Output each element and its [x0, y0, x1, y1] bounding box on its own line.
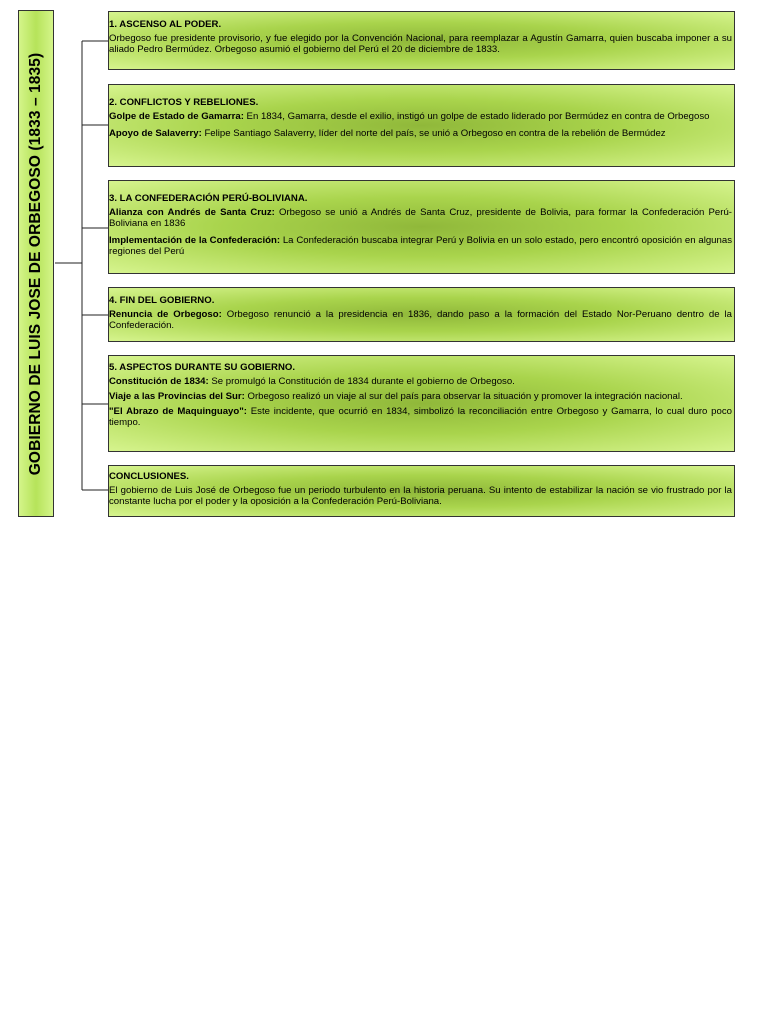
section-paragraph: El gobierno de Luis José de Orbegoso fue un periodo turbulento en la historia peruana. Su intento de estabilizar la nación se vio frustrado por la constante lucha por el poder y la oposición a la Confederación Perú-Boliviana.: [109, 485, 732, 507]
section-paragraph: Implementación de la Confederación: La Confederación buscaba integrar Perú y Bolivia en un solo estado, pero encontró oposición en algunas regiones del Perú: [109, 235, 732, 257]
section-paragraph: Viaje a las Provincias del Sur: Orbegoso realizó un viaje al sur del país para observar la situación y promover la integración nacional.: [109, 391, 683, 402]
section-fin-gobierno: [108, 287, 735, 342]
section-aspectos: [108, 355, 735, 452]
section-heading: CONCLUSIONES.: [109, 471, 189, 482]
section-paragraph: Constitución de 1834: Se promulgó la Constitución de 1834 durante el gobierno de Orbegoso.: [109, 376, 515, 387]
section-paragraph: Apoyo de Salaverry: Felipe Santiago Salaverry, líder del norte del país, se unió a Orbegoso en contra de la rebelión de Bermúdez: [109, 128, 666, 139]
title-box: [18, 10, 54, 517]
section-heading: 2. CONFLICTOS Y REBELIONES.: [109, 97, 259, 108]
section-heading: 5. ASPECTOS DURANTE SU GOBIERNO.: [109, 362, 296, 373]
section-conclusiones: [108, 465, 735, 517]
section-paragraph: Renuncia de Orbegoso: Orbegoso renunció a la presidencia en 1836, dando paso a la formación del Estado Nor-Peruano dentro de la Confederación.: [109, 309, 732, 331]
section-paragraph: "El Abrazo de Maquinguayo": Este incidente, que ocurrió en 1834, simbolizó la reconciliación entre Orbegoso y Gamarra, lo cual duro poco tiempo.: [109, 406, 732, 428]
section-ascenso: [108, 11, 735, 70]
section-heading: 4. FIN DEL GOBIERNO.: [109, 295, 215, 306]
section-paragraph: Alianza con Andrés de Santa Cruz: Orbegoso se unió a Andrés de Santa Cruz, presidente de Bolivia, para formar la Confederación Perú-Boliviana en 1836: [109, 207, 732, 229]
section-paragraph: Orbegoso fue presidente provisorio, y fue elegido por la Convención Nacional, para reemplazar a Agustín Gamarra, quien buscaba imponer a su aliado Pedro Bermúdez. Orbegoso asumió el gobierno del Perú el 20 de diciembre de 1833.: [109, 33, 732, 55]
section-paragraph: Golpe de Estado de Gamarra: En 1834, Gamarra, desde el exilio, instigó un golpe de estado liderado por Bermúdez en contra de Orbegoso: [109, 111, 710, 122]
diagram-title: GOBIERNO DE LUIS JOSE DE ORBEGOSO (1833 – 1835): [27, 52, 44, 475]
section-heading: 1. ASCENSO AL PODER.: [109, 19, 222, 30]
section-confederacion: [108, 180, 735, 274]
section-conflictos: [108, 84, 735, 167]
section-heading: 3. LA CONFEDERACIÓN PERÚ-BOLIVIANA.: [109, 193, 308, 204]
